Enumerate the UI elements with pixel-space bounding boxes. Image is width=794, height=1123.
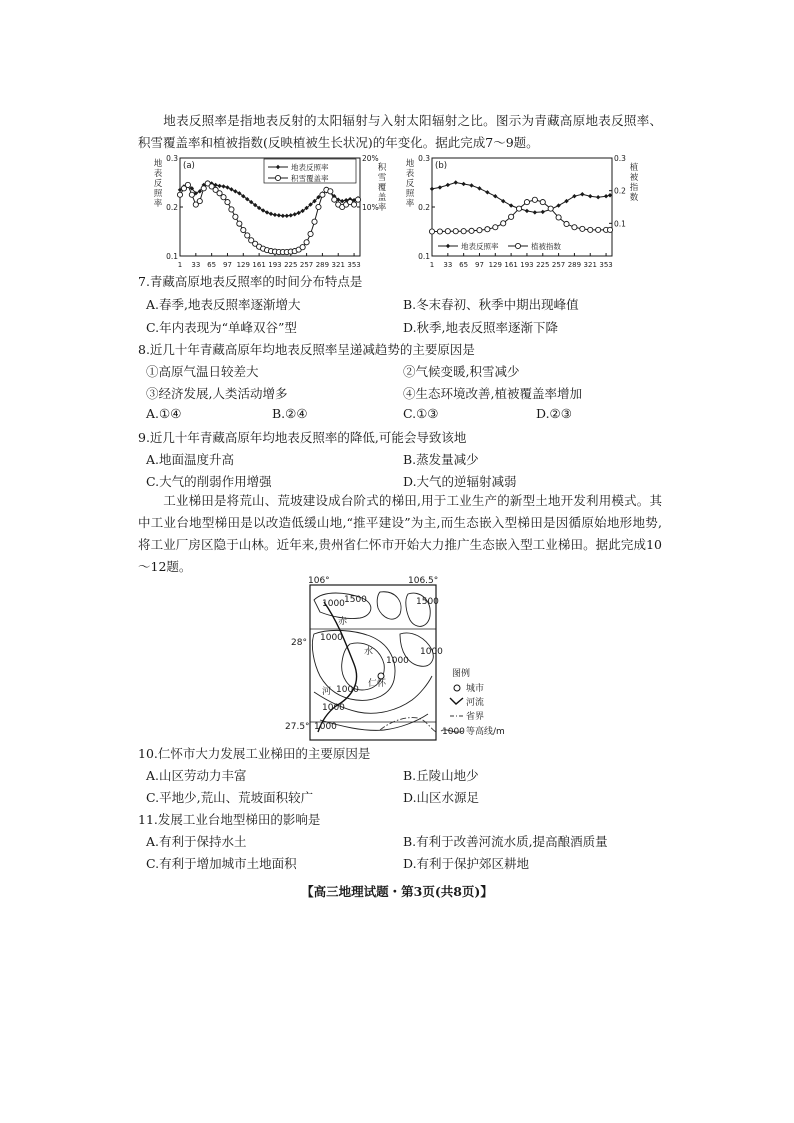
q10-option-d: D.山区水源足 (403, 790, 480, 805)
y-axis-title-char: 地 (153, 159, 163, 169)
data-point (293, 212, 297, 216)
x-tick-label: 257 (299, 261, 314, 269)
data-point (245, 233, 250, 238)
data-point (596, 195, 600, 199)
intro-paragraph-1: 地表反照率是指地表反射的太阳辐射与入射太阳辐射之比。图示为青藏高原地表反照率、积雪覆盖率和植被指数(反映植被生长状况)的年变化。据此完成7～9题。 (138, 113, 662, 150)
legend-city-icon (454, 685, 460, 691)
data-point (197, 199, 202, 204)
q8-item-3: ③经济发展,人类活动增多 (146, 386, 288, 401)
x-tick-label: 353 (599, 261, 613, 269)
data-point (177, 192, 182, 197)
data-point (217, 184, 221, 188)
data-point (237, 221, 242, 226)
q8-option-d: D.②③ (536, 406, 572, 421)
place-label-shui: 水 (364, 647, 374, 657)
y-axis-title-char: 反 (153, 179, 163, 189)
data-point (225, 200, 230, 205)
q8-option-c: C.①③ (403, 406, 439, 421)
province-boundary-line (380, 718, 436, 732)
legend-label: 积雪覆盖率 (291, 174, 329, 183)
x-tick-label: 65 (207, 261, 217, 269)
q9-option-b: B.蒸发量减少 (403, 452, 479, 467)
data-point (493, 194, 497, 198)
data-point (541, 210, 545, 214)
place-label-chi: 赤 (338, 617, 348, 627)
question-9-stem: 9.近几十年青藏高原年均地表反照率的降低,可能会导致该地 (138, 430, 467, 445)
data-point (445, 229, 450, 234)
data-point (312, 219, 317, 224)
place-label-renhuai: 仁怀 (368, 679, 387, 689)
y2-axis-title-char: 盖 (377, 193, 387, 203)
y2-axis-title-char: 积 (377, 163, 387, 173)
lon-label-106-5: 106.5° (408, 576, 439, 586)
panel-label: (a) (183, 161, 195, 171)
data-point (308, 231, 313, 236)
data-point (516, 206, 521, 211)
q8-item-4: ④生态环境改善,植被覆盖率增加 (403, 386, 582, 401)
y2-tick-label: 0.3 (614, 154, 626, 163)
q10-option-c: C.平地少,荒山、荒坡面积较广 (146, 790, 314, 805)
contour-label: 1000 (322, 703, 345, 713)
legend-label: 地表反照率 (461, 242, 499, 251)
data-point (225, 185, 229, 189)
legend-river-label: 河流 (466, 698, 485, 708)
q11-option-b: B.有利于改善河流水质,提高酿酒质量 (403, 834, 608, 849)
y2-axis-title-char: 覆 (377, 183, 387, 193)
contour-label: 1000 (322, 599, 345, 609)
data-point (229, 187, 233, 191)
data-point (532, 197, 537, 202)
x-tick-label: 97 (223, 261, 232, 269)
data-point (572, 194, 576, 198)
data-point (493, 225, 498, 230)
x-tick-label: 225 (536, 261, 550, 269)
x-tick-label: 353 (347, 261, 361, 269)
data-point (304, 240, 309, 245)
contour-label: 1000 (420, 647, 443, 657)
legend-label: 地表反照率 (291, 163, 329, 172)
q11-option-a: A.有利于保持水土 (146, 834, 247, 849)
y-tick-label: 0.1 (418, 252, 430, 261)
x-tick-label: 97 (475, 261, 484, 269)
chart-a (150, 152, 394, 274)
y2-tick-label: 20% (362, 154, 379, 163)
y2-tick-label: 0.1 (614, 219, 626, 229)
y-tick-label: 0.2 (166, 203, 178, 212)
data-point (221, 195, 226, 200)
data-point (556, 203, 560, 207)
data-point (469, 183, 473, 187)
data-point (185, 182, 190, 187)
y2-axis-title-char: 雪 (377, 173, 387, 183)
legend-river-icon (450, 698, 463, 704)
x-tick-label: 257 (551, 261, 566, 269)
q8-item-2: ②气候变暖,积雪减少 (403, 364, 520, 379)
data-point (281, 214, 285, 218)
x-tick-label: 321 (583, 261, 597, 269)
y-tick-label: 0.3 (418, 154, 430, 163)
data-point (320, 192, 325, 197)
y2-tick-label: 0.2 (614, 186, 626, 196)
y-axis-title-char: 表 (405, 169, 415, 179)
data-point (461, 182, 465, 186)
y-axis-title-char: 率 (153, 199, 163, 209)
contour-label: 1000 (320, 633, 343, 643)
data-point (501, 221, 506, 226)
data-point (233, 214, 238, 219)
x-tick-label: 161 (252, 261, 266, 269)
data-point (556, 215, 561, 220)
data-point (241, 227, 246, 232)
q8-option-a: A.①④ (146, 406, 182, 421)
y-axis-title-char: 照 (153, 189, 163, 199)
data-point (430, 187, 434, 191)
data-point (316, 204, 321, 209)
x-tick-label: 193 (268, 261, 282, 269)
place-label-he: 河 (322, 687, 332, 697)
y-axis-title-char: 反 (405, 179, 415, 189)
page-footer: 【高三地理试题・第3页(共8页)】 (301, 884, 493, 899)
contour-label: 1000 (314, 722, 337, 732)
data-point (604, 194, 608, 198)
data-point (469, 228, 474, 233)
q8-option-b: B.②④ (272, 406, 308, 421)
data-point (588, 227, 593, 232)
y2-axis-title-char: 被 (629, 173, 639, 183)
q9-option-c: C.大气的削弱作用增强 (146, 474, 272, 489)
data-point (525, 209, 529, 213)
data-point (580, 192, 584, 196)
y-axis-title-char: 地 (405, 159, 415, 169)
q7-option-a: A.春季,地表反照率逐渐增大 (146, 297, 301, 312)
y-axis-title-char: 表 (153, 169, 163, 179)
data-point (580, 226, 585, 231)
q11-option-c: C.有利于增加城市土地面积 (146, 856, 297, 871)
y2-tick-label: 10% (362, 203, 379, 212)
renhuai-contour-map (280, 572, 540, 744)
data-point (269, 212, 273, 216)
data-point (607, 227, 612, 232)
data-point (277, 213, 281, 217)
legend-boundary-label: 省界 (466, 712, 485, 722)
y2-axis-title-char: 数 (629, 193, 639, 203)
y2-axis-title-char: 指 (629, 183, 639, 193)
x-tick-label: 65 (459, 261, 469, 269)
x-tick-label: 33 (191, 261, 201, 269)
x-tick-label: 1 (429, 261, 435, 269)
data-point (453, 229, 458, 234)
data-point (485, 190, 489, 194)
x-tick-label: 225 (284, 261, 298, 269)
data-point (461, 229, 466, 234)
intro-paragraph-2: 工业梯田是将荒山、荒坡建设成台阶式的梯田,用于工业生产的新型土地开发利用模式。其中工业台地型梯田是以改造低缓山地,“推平建设”为主,而生态嵌入型梯田是因循原始地形地势,将工业厂房区隐于山林。近年来,贵州省仁怀市开始大力推广生态嵌入型工业梯田。据此完成10～12题。 (138, 493, 662, 574)
lon-label-106: 106° (308, 576, 330, 586)
y-tick-label: 0.2 (418, 203, 430, 212)
data-point (189, 192, 194, 197)
lat-label-28: 28° (291, 638, 307, 648)
legend-marker (275, 175, 280, 180)
x-tick-label: 161 (504, 261, 518, 269)
y-axis-title-char: 率 (405, 199, 415, 209)
q8-item-1: ①高原气温日较差大 (146, 364, 259, 379)
legend-marker (446, 244, 450, 248)
question-8-stem: 8.近几十年青藏高原年均地表反照率呈递减趋势的主要原因是 (138, 342, 475, 357)
data-point (509, 203, 513, 207)
contour-label: 1000 (386, 656, 409, 666)
data-point (429, 229, 434, 234)
data-point (437, 229, 442, 234)
q7-option-c: C.年内表现为“单峰双谷”型 (146, 320, 297, 335)
x-tick-label: 289 (567, 261, 582, 269)
data-point (485, 227, 490, 232)
data-point (572, 225, 577, 230)
q7-option-b: B.冬末春初、秋季中期出现峰值 (403, 297, 579, 312)
q11-option-d: D.有利于保护郊区耕地 (403, 856, 530, 871)
data-point (229, 207, 234, 212)
q10-option-b: B.丘陵山地少 (403, 768, 479, 783)
q10-option-a: A.山区劳动力丰富 (146, 768, 247, 783)
data-point (351, 202, 356, 207)
y2-axis-title-char: 率 (377, 203, 387, 213)
contour-label: 1000 (336, 685, 359, 695)
data-point (328, 189, 333, 194)
data-point (588, 194, 592, 198)
data-point (524, 200, 529, 205)
legend-contour-label: 等高线/m (466, 727, 505, 737)
data-point (285, 214, 289, 218)
q7-option-d: D.秋季,地表反照率逐渐下降 (403, 320, 559, 335)
data-point (233, 189, 237, 193)
data-point (477, 228, 482, 233)
question-7-stem: 7.青藏高原地表反照率的时间分布特点是 (138, 274, 363, 289)
x-tick-label: 1 (177, 261, 183, 269)
data-point (273, 213, 277, 217)
panel-label: (b) (435, 161, 448, 171)
data-point (548, 206, 553, 211)
data-point (355, 197, 360, 202)
x-tick-label: 129 (488, 261, 502, 269)
chart-b (402, 152, 646, 274)
x-tick-label: 193 (520, 261, 534, 269)
question-10-stem: 10.仁怀市大力发展工业梯田的主要原因是 (138, 746, 371, 761)
y2-axis-title-char: 植 (629, 163, 639, 173)
y-tick-label: 0.3 (166, 154, 178, 163)
y-axis-title-char: 照 (405, 189, 415, 199)
data-point (300, 245, 305, 250)
contour-label: 1500 (344, 595, 367, 605)
data-point (509, 214, 514, 219)
question-11-stem: 11.发展工业台地型梯田的影响是 (138, 812, 321, 827)
legend-marker (515, 243, 520, 248)
data-point (289, 213, 293, 217)
x-tick-label: 129 (236, 261, 250, 269)
y-tick-label: 0.1 (166, 252, 178, 261)
contour-label: 1500 (416, 597, 439, 607)
x-tick-label: 33 (443, 261, 453, 269)
data-point (564, 221, 569, 226)
data-point (454, 180, 458, 184)
data-point (332, 197, 337, 202)
x-tick-label: 321 (331, 261, 345, 269)
data-point (540, 200, 545, 205)
data-point (596, 227, 601, 232)
data-point (221, 184, 225, 188)
data-point (296, 211, 300, 215)
data-point (446, 183, 450, 187)
data-point (477, 186, 481, 190)
legend-title: 图例 (452, 669, 471, 679)
data-point (201, 186, 206, 191)
plot-frame (432, 158, 612, 256)
q9-option-a: A.地面温度升高 (146, 452, 235, 467)
data-point (265, 210, 269, 214)
legend-city-label: 城市 (466, 684, 485, 694)
data-point (438, 185, 442, 189)
data-point (340, 199, 344, 203)
x-tick-label: 289 (315, 261, 330, 269)
legend-label: 植被指数 (531, 242, 561, 251)
lat-label-27-5: 27.5° (285, 722, 310, 732)
legend-contour-value: 1000 (442, 727, 465, 737)
q9-option-d: D.大气的逆辐射减弱 (403, 474, 517, 489)
data-point (533, 210, 537, 214)
